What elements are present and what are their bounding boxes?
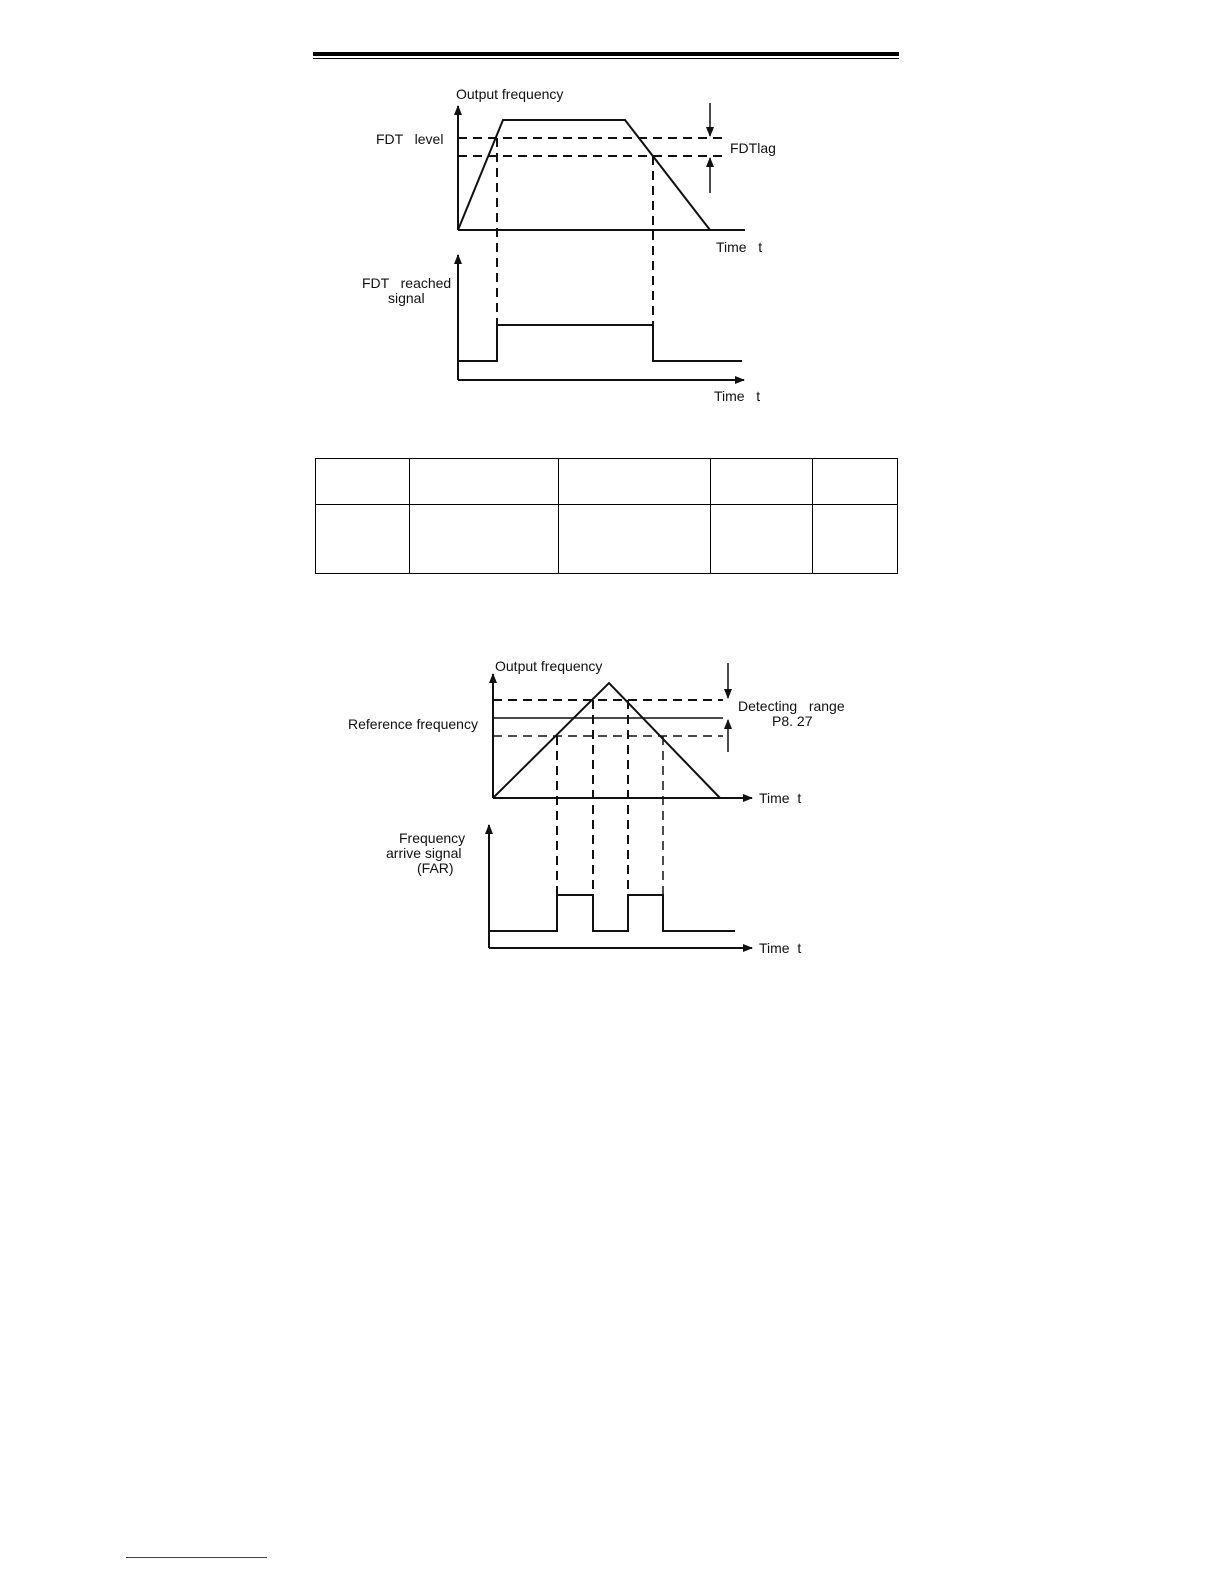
far-signal-label-line2: arrive signal [386,845,462,861]
fdt-level-label: FDT level [376,131,444,147]
fdt-lag-label: FDTlag [730,140,776,156]
far-signal-label-line3: (FAR) [417,860,454,876]
fdt-y-axis-label: Output frequency [456,86,564,102]
fdt-time-label-bottom: Time t [714,388,761,404]
footnote-link-underline[interactable] [126,1557,267,1558]
far-time-label-bottom: Time t [759,940,802,956]
far-y-axis-label: Output frequency [495,658,603,674]
fdt-signal-label-line2: signal [388,290,425,306]
fdt-time-label-top: Time t [716,239,763,255]
far-arrive-signal-waveform [489,895,735,931]
far-signal-label-line1: Frequency [399,830,466,846]
far-reference-label: Reference frequency [348,716,478,732]
far-detecting-label-line2: P8. 27 [772,713,813,729]
far-detecting-label-line1: Detecting range [738,698,845,714]
far-time-label-top: Time t [759,790,802,806]
fdt-signal-label-line1: FDT reached [362,275,452,291]
